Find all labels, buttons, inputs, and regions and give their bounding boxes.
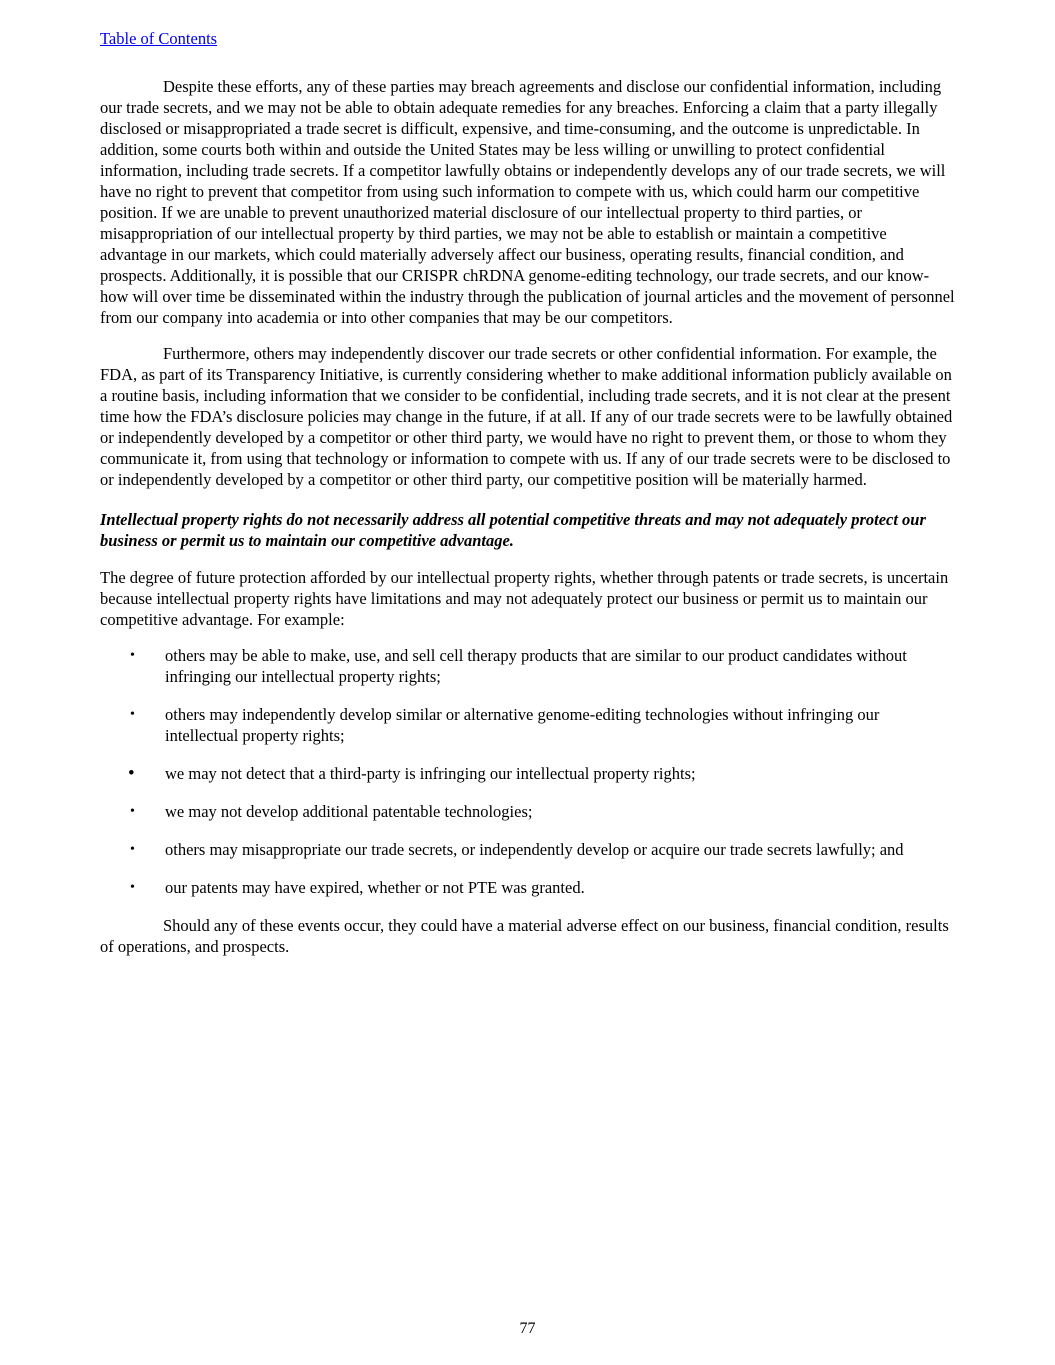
paragraph: The degree of future protection afforded by our intellectual property rights, whether through patents or trade secrets, is uncertain because intellectual property rights have limitations and may not adequately protect our business or permit us to maintain our competitive advantage. For example: xyxy=(100,568,949,629)
bullet-text: our patents may have expired, whether or not PTE was granted. xyxy=(165,878,585,897)
bullet-item xyxy=(100,645,955,687)
paragraph: Should any of these events occur, they could have a material adverse effect on our business, financial condition, results of operations, and prospects. xyxy=(100,916,949,956)
bullet-text: others may be able to make, use, and sell cell therapy products that are similar to our product candidates without infringing our intellectual property rights; xyxy=(165,646,907,686)
paragraph: Furthermore, others may independently discover our trade secrets or other confidential information. For example, the FDA, as part of its Transparency Initiative, is currently considering whether to make additional information publicly available on a routine basis, including information that we consider to be confidential, including trade secrets, and it is not clear at the present time how the FDA’s disclosure policies may change in the future, if at all. If any of our trade secrets were to be lawfully obtained or independently developed by a competitor or other third party, we would have no right to prevent them, or those to whom they communicate it, from using that technology or information to compete with us. If any of our trade secrets were to be disclosed to or independently developed by a competitor or other third party, our competitive position will be materially harmed. xyxy=(100,344,953,489)
bullet-text: we may not develop additional patentable technologies; xyxy=(165,802,533,821)
risk-factor-heading: Intellectual property rights do not necessarily address all potential competitive threats and may not adequately protect our business or permit us to maintain our competitive advantage. xyxy=(100,510,926,550)
paragraph: Despite these efforts, any of these parties may breach agreements and disclose our confidential information, including our trade secrets, and we may not be able to obtain adequate remedies for any breaches. Enforcing a claim that a party illegally disclosed or misappropriated a trade secret is difficult, expensive, and time-consuming, and the outcome is unpredictable. In addition, some courts both within and outside the United States may be less willing or unwilling to protect confidential information, including trade secrets. If a competitor lawfully obtains or independently develops any of our trade secrets, we will have no right to prevent that competitor from using such information to compete with us, which could harm our competitive position. If we are unable to prevent unauthorized material disclosure of our intellectual property to third parties, or misappropriation of our intellectual property by third parties, we may not be able to establish or maintain a competitive advantage in our markets, which could materially adversely affect our business, operating results, financial condition, and prospects. Additionally, it is possible that our CRISPR chRDNA genome-editing technology, our trade secrets, and our know-how will over time be disseminated within the industry through the publication of journal articles and the movement of personnel from our company into academia or into other companies that may be our competitors. xyxy=(100,77,955,327)
bullet-text: we may not detect that a third-party is infringing our intellectual property rights; xyxy=(165,764,696,783)
bullet-text: others may independently develop similar or alternative genome-editing technologies without infringing our intellectual property rights; xyxy=(165,705,880,745)
bullet-marker: • xyxy=(130,707,135,722)
bullet-item xyxy=(100,877,955,898)
bullet-item xyxy=(100,704,955,746)
bullet-marker: • xyxy=(130,648,135,663)
bullet-item xyxy=(100,801,955,822)
bullet-marker: • xyxy=(130,880,135,895)
document-body xyxy=(100,76,955,957)
bullet-marker: • xyxy=(130,842,135,857)
bullet-marker: • xyxy=(128,763,135,784)
bullet-text: others may misappropriate our trade secrets, or independently develop or acquire our trade secrets lawfully; and xyxy=(165,840,904,859)
bullet-item xyxy=(100,763,955,784)
bullet-marker: • xyxy=(130,804,135,819)
bullet-item xyxy=(100,839,955,860)
table-of-contents-link[interactable]: Table of Contents xyxy=(100,29,218,48)
page-number: 77 xyxy=(519,1320,536,1337)
